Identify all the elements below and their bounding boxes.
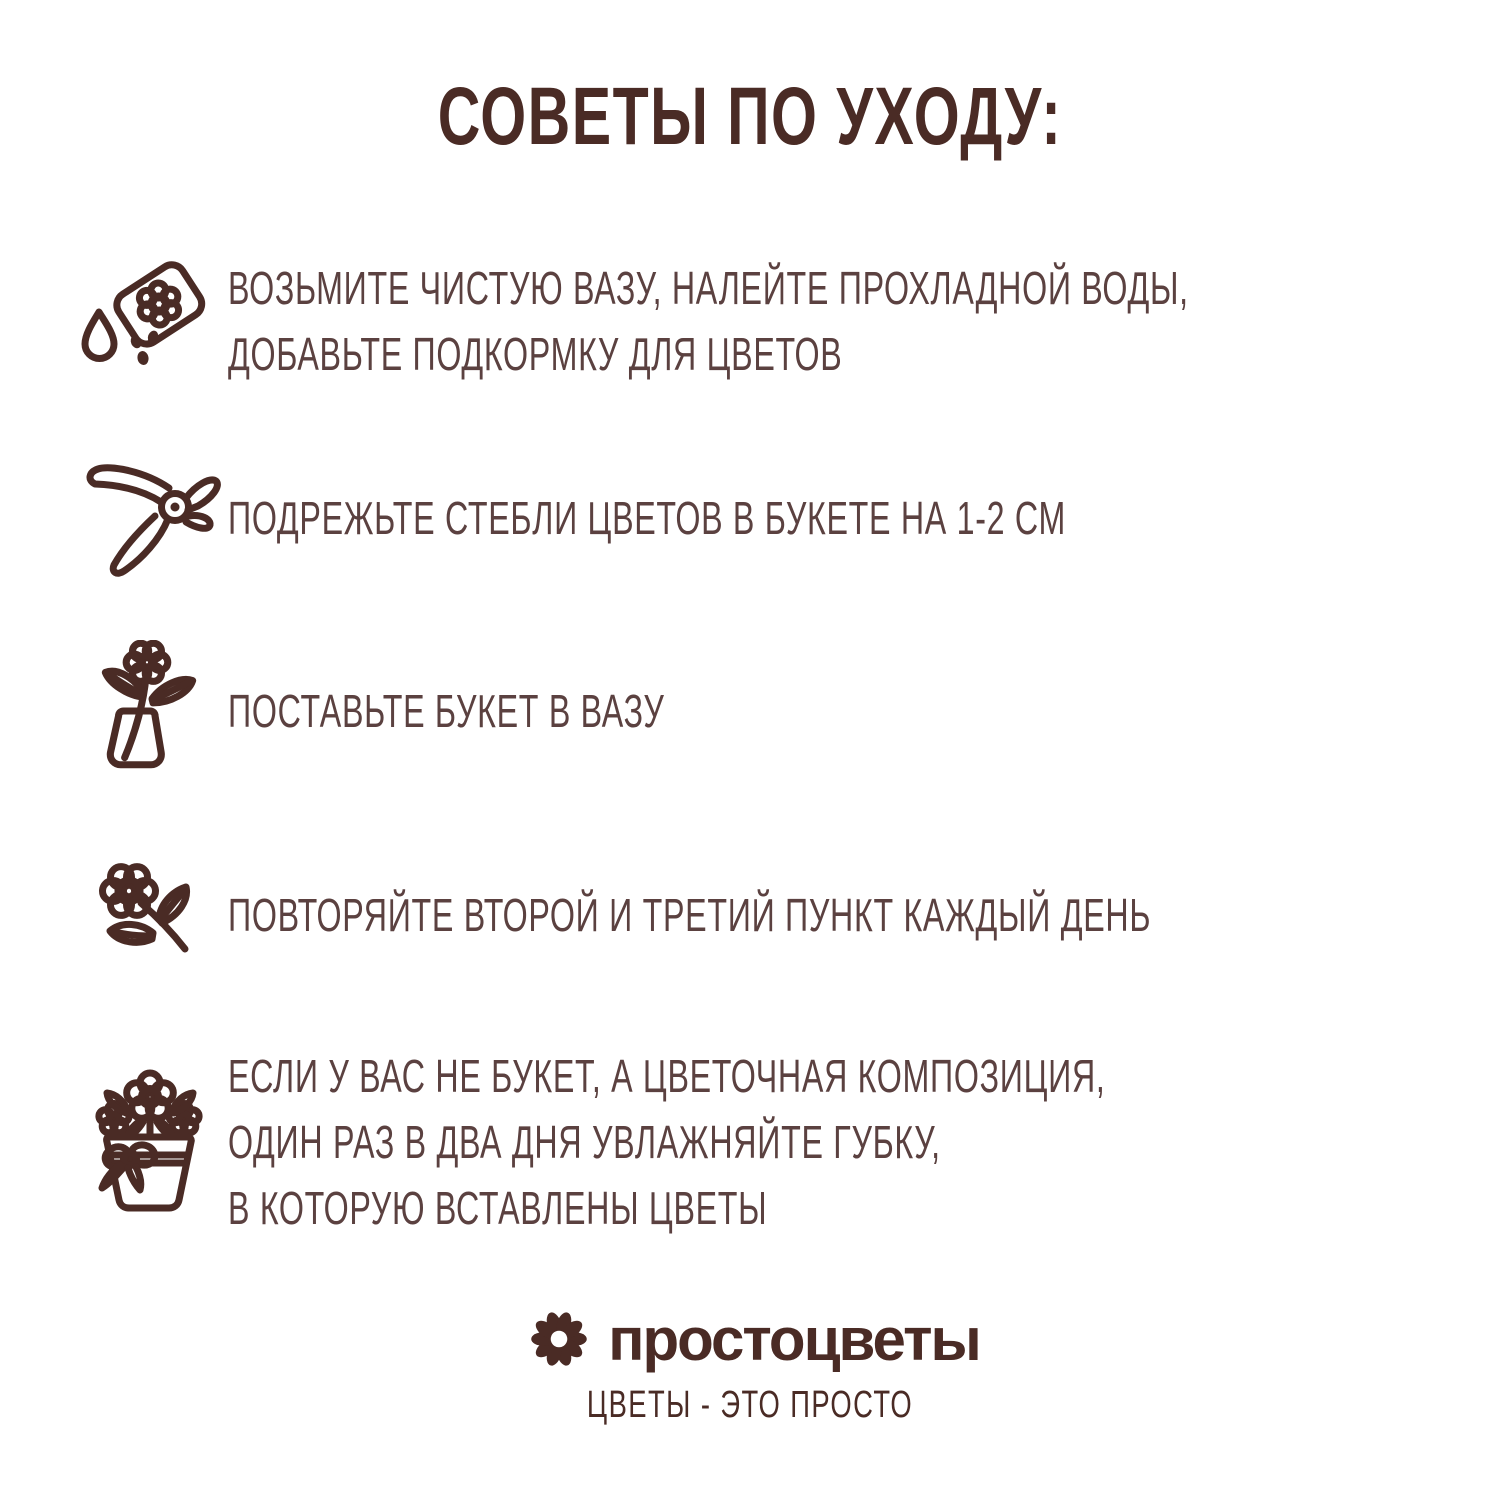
tip-line: ПОСТАВЬТЕ БУКЕТ В ВАЗУ	[228, 685, 665, 737]
tip-text	[228, 1043, 1106, 1241]
daisy-logo-icon	[520, 1300, 598, 1378]
flower-icon	[89, 855, 209, 975]
flower-pot-icon	[70, 1067, 228, 1217]
tip-row-trim-stems	[70, 448, 1450, 588]
fertilizer-packet-icon	[70, 256, 228, 386]
brand-footer	[0, 1300, 1500, 1427]
tip-line: В КОТОРУЮ ВСТАВЛЕНЫ ЦВЕТЫ	[228, 1182, 768, 1234]
brand-tagline: ЦВЕТЫ - ЭТО ПРОСТО	[586, 1384, 914, 1426]
tip-row-moisten-sponge	[70, 1042, 1450, 1242]
pruning-shears-icon	[74, 453, 224, 583]
fertilizer-packet-icon	[74, 256, 224, 386]
brand-name: простоцветы	[608, 1305, 980, 1373]
flower-pot-icon	[84, 1067, 214, 1217]
tip-text	[228, 678, 1083, 744]
tip-line: ДОБАВЬТЕ ПОДКОРМКУ ДЛЯ ЦВЕТОВ	[228, 328, 843, 380]
tip-line: ПОВТОРЯЙТЕ ВТОРОЙ И ТРЕТИЙ ПУНКТ КАЖДЫЙ ДЕНЬ	[228, 889, 1152, 941]
tip-row-water-and-feed	[70, 236, 1450, 406]
tip-line: ВОЗЬМИТЕ ЧИСТУЮ ВАЗУ, НАЛЕЙТЕ ПРОХЛАДНОЙ ВОДЫ,	[228, 262, 1189, 314]
tip-row-repeat-daily	[70, 845, 1450, 985]
tip-line: ОДИН РАЗ В ДВА ДНЯ УВЛАЖНЯЙТЕ ГУБКУ,	[228, 1116, 941, 1168]
flower-icon	[70, 855, 228, 975]
pruning-shears-icon	[70, 453, 228, 583]
tip-text	[228, 882, 1151, 948]
brand-logo	[520, 1300, 980, 1378]
vase-with-flower-icon	[93, 640, 205, 782]
tip-row-put-in-vase	[70, 636, 1450, 786]
page-title: СОВЕТЫ ПО УХОДУ:	[437, 71, 1063, 162]
tip-line: ЕСЛИ У ВАС НЕ БУКЕТ, А ЦВЕТОЧНАЯ КОМПОЗИЦИЯ,	[228, 1050, 1106, 1102]
tip-text	[228, 485, 1083, 551]
vase-with-flower-icon	[70, 640, 228, 782]
tip-line: ПОДРЕЖЬТЕ СТЕБЛИ ЦВЕТОВ В БУКЕТЕ НА 1-2 СМ	[228, 492, 1067, 544]
tip-text	[228, 255, 1189, 387]
